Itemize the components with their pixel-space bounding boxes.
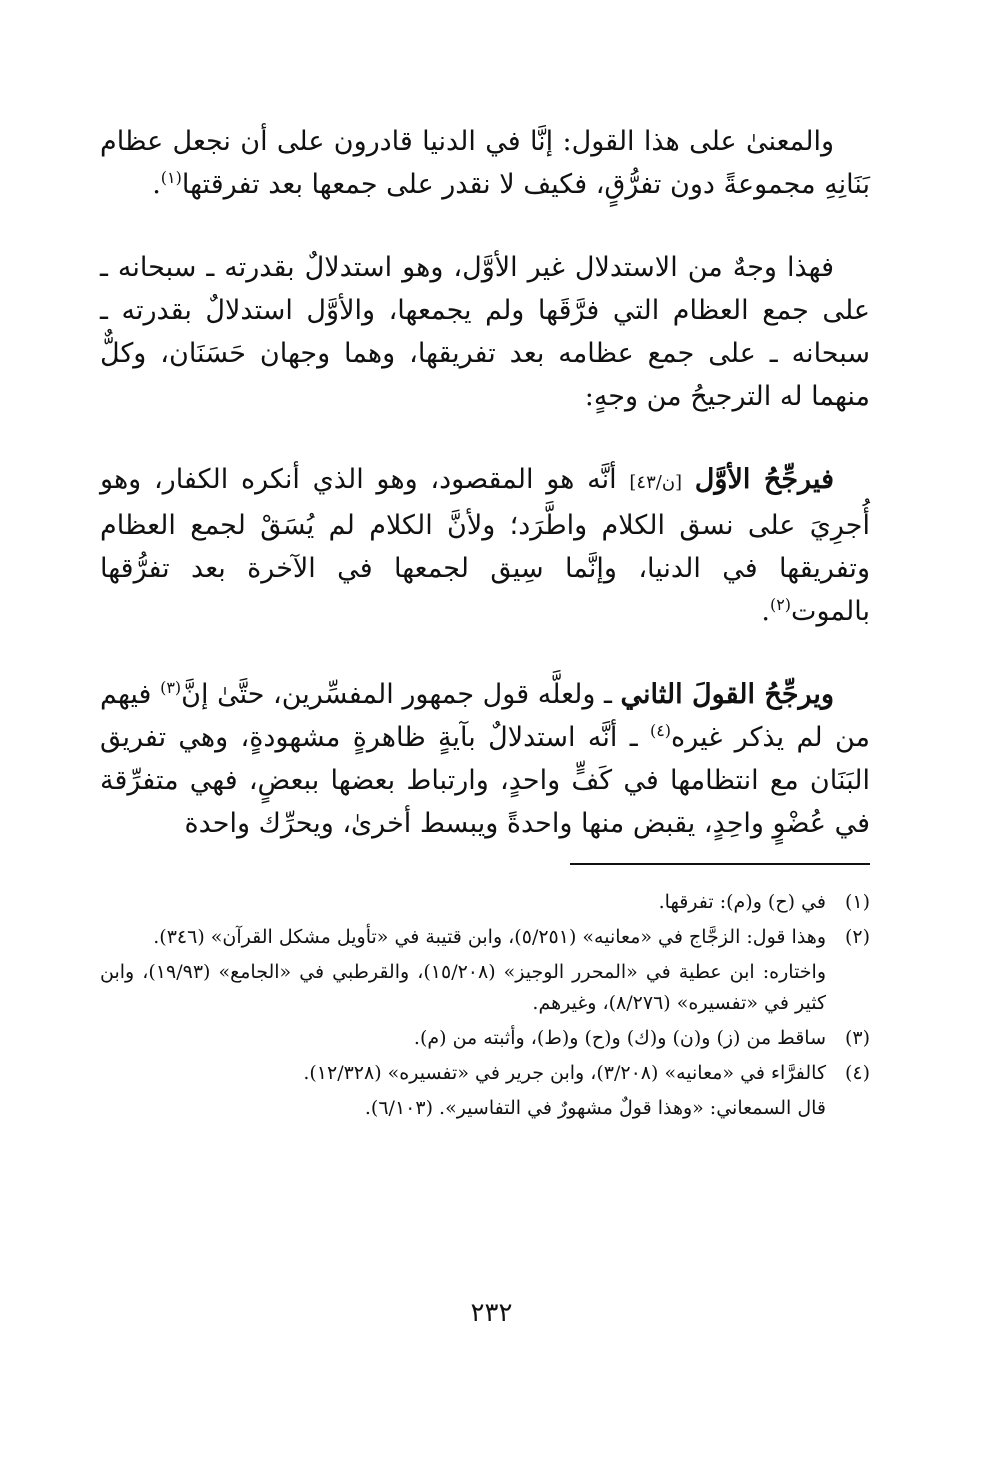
main-text: [100, 120, 870, 845]
footnote-3: [100, 1023, 870, 1054]
footnote-text: كالفرَّاء في «معانيه» (٣/٢٠٨)، وابن جرير في «تفسيره» (١٢/٣٢٨).: [303, 1062, 826, 1084]
paragraph-3: [100, 458, 870, 633]
paragraph-4-text-3: ـ أنَّه استدلالٌ بآيةٍ ظاهرةٍ مشهودةٍ، وهي تفريق البَنَان مع انتظامها في كَفٍّ واحدٍ، وارتباط بعضها ببعضٍ، فهي متفرِّقة في عُضْوٍ واحِدٍ، يقبض منها واحدةً ويبسط أخرىٰ، ويحرِّك واحدة: [100, 722, 870, 839]
footnote-ref-2[interactable]: (٢): [769, 595, 792, 614]
paragraph-2-text: فهذا وجهٌ من الاستدلال غير الأوَّل، وهو استدلالٌ بقدرته ـ سبحانه ـ على جمع العظام التي فرَّقَها ولم يجمعها، والأوَّل استدلالٌ بقدرته ـ سبحانه ـ على جمع عظامه بعد تفريقها، وهما وجهان حَسَنَان، وكلٌّ منهما له الترجيحُ من وجهٍ:: [100, 252, 870, 412]
paragraph-3-lead: فيرجِّحُ الأوَّل: [694, 464, 834, 495]
paragraph-4-lead: ويرجِّحُ القولَ الثاني: [620, 679, 834, 710]
paragraph-1: [100, 120, 870, 206]
footnote-4-continued: [100, 1093, 870, 1124]
footnote-number: (٣): [844, 1027, 870, 1049]
paragraph-3-text: أنَّه هو المقصود، وهو الذي أنكره الكفار، وهو أُجرِيَ على نسق الكلام واطَّرَد؛ ولأنَّ الكلام لم يُسَقْ لجمع العظام وتفريقها في الدنيا، وإنَّما سِيق لجمعها في الآخرة بعد تفرُّقها بالموت: [100, 464, 870, 627]
manuscript-ref: [ن/٤٣]: [629, 472, 683, 493]
footnote-text: واختاره: ابن عطية في «المحرر الوجيز» (١٥/٢٠٨)، والقرطبي في «الجامع» (١٩/٩٣)، وابن كثير في «تفسيره» (٨/٢٧٦)، وغيرهم.: [100, 961, 827, 1014]
footnote-2: [100, 922, 870, 953]
footnote-text: ساقط من (ز) و(ن) و(ك) و(ح) و(ط)، وأثبته من (م).: [413, 1027, 826, 1049]
footnote-1: [100, 887, 870, 918]
page-number: ٢٣٢: [470, 1298, 513, 1328]
footnote-ref-4[interactable]: (٤): [649, 721, 672, 740]
footnote-text: وهذا قول: الزجَّاج في «معانيه» (٥/٢٥١)، وابن قتيبة في «تأويل مشكل القرآن» (٣٤٦).: [153, 926, 826, 948]
paragraph-1-tail: .: [152, 169, 161, 200]
paragraph-1-text: والمعنىٰ على هذا القول: إنَّا في الدنيا قادرون على أن نجعل عظام بَنَانِهِ مجموعةً دون تفرُّقٍ، فكيف لا نقدر على جمعها بعد تفرقتها: [100, 126, 870, 200]
paragraph-4: [100, 673, 870, 845]
footnote-number: (٢): [844, 926, 870, 948]
footnote-divider: [570, 863, 870, 865]
footnote-ref-1[interactable]: (١): [160, 168, 182, 187]
footnotes: [100, 887, 870, 1124]
footnote-number: (١): [844, 891, 870, 913]
paragraph-4-text: ـ ولعلَّه قول جمهور المفسِّرين، حتَّىٰ إنَّ: [181, 679, 612, 710]
footnote-ref-3[interactable]: (٣): [160, 678, 182, 697]
footnote-2-continued: [100, 957, 870, 1019]
footnote-4: [100, 1058, 870, 1089]
paragraph-2: [100, 246, 870, 418]
paragraph-4-text-2: فيهم من لم يذكر غيره: [100, 679, 870, 753]
page-content: [100, 120, 870, 1128]
footnote-number: (٤): [844, 1062, 870, 1084]
footnote-text: في (ح) و(م): تفرقها.: [658, 891, 826, 913]
paragraph-3-tail: .: [761, 596, 770, 627]
footnote-text: قال السمعاني: «وهذا قولٌ مشهورٌ في التفاسير». (٦/١٠٣).: [364, 1097, 826, 1119]
